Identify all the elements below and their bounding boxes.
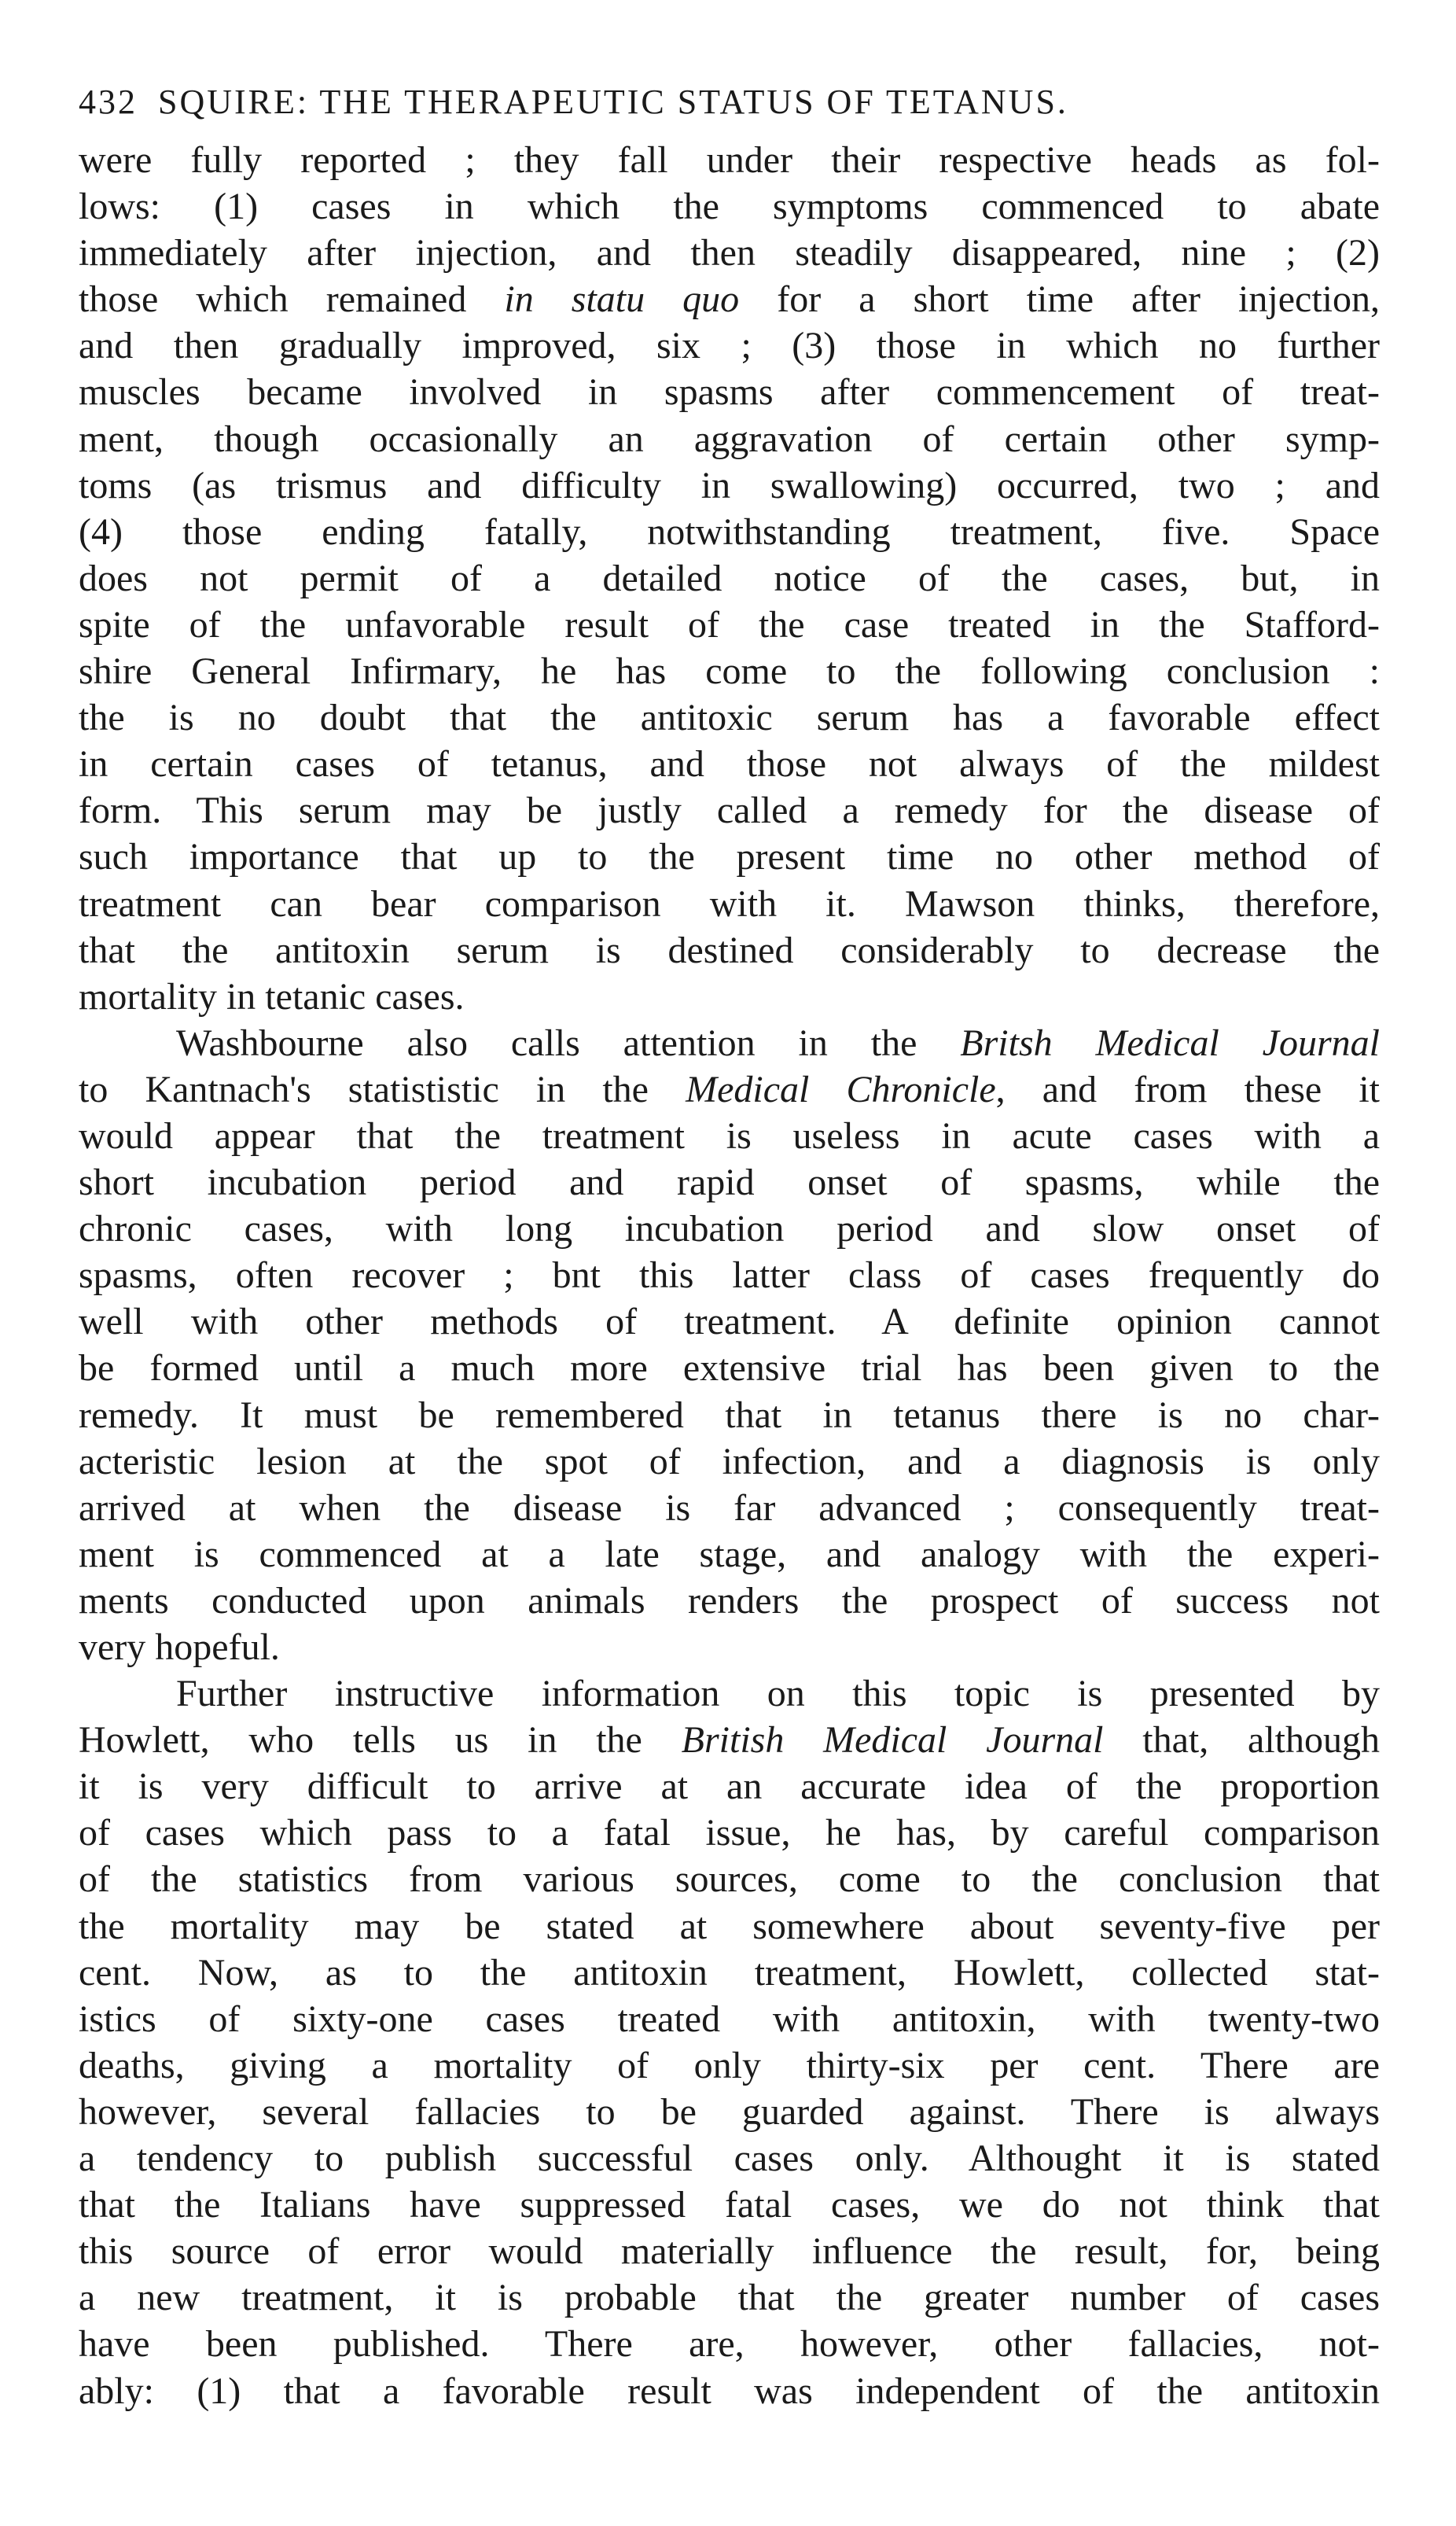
text-segment: toms (as trismus and difficulty in swallowing) occurred, two ; and <box>79 464 1380 506</box>
text-line <box>79 1298 1380 1345</box>
text-line <box>79 974 1380 1020</box>
text-line <box>79 322 1380 369</box>
text-line <box>79 787 1380 834</box>
text-segment: to Kantnach's statististic in the <box>79 1068 686 1110</box>
text-line <box>79 2135 1380 2182</box>
text-line <box>79 2042 1380 2089</box>
text-line <box>79 881 1380 927</box>
text-line <box>79 276 1380 322</box>
text-line <box>79 1252 1380 1298</box>
text-line <box>79 1113 1380 1159</box>
paragraph <box>79 137 1380 1020</box>
text-segment: well with other methods of treatment. A definite opinion cannot <box>79 1301 1380 1343</box>
running-title: SQUIRE: THE THERAPEUTIC STATUS OF TETANUS. <box>158 83 1068 121</box>
text-line <box>79 369 1380 415</box>
text-line <box>79 694 1380 741</box>
body-text <box>79 137 1380 2414</box>
text-line <box>79 1624 1380 1670</box>
text-segment: , and from these it <box>995 1068 1381 1110</box>
text-line <box>79 416 1380 462</box>
text-segment: (4) those ending fatally, notwithstanding treatment, five. Space <box>79 510 1380 553</box>
text-segment: chronic cases, with long incubation period and slow onset of <box>79 1208 1380 1250</box>
text-line <box>79 1717 1380 1763</box>
text-line <box>79 602 1380 648</box>
text-segment: spite of the unfavorable result of the case treated in the Stafford- <box>79 603 1380 646</box>
text-segment: treatment can bear comparison with it. Mawson thinks, therefore, <box>79 882 1380 925</box>
text-line <box>79 2089 1380 2135</box>
text-segment: a tendency to publish successful cases only. Althought it is stated <box>79 2138 1380 2180</box>
text-line <box>79 1392 1380 1438</box>
text-segment: of cases which pass to a fatal issue, he has, by careful comparison <box>79 1812 1380 1854</box>
text-segment: Howlett, who tells us in the <box>79 1719 682 1762</box>
text-segment: ably: (1) that a favorable result was independent of the antitoxin <box>79 2370 1380 2412</box>
text-segment: that the Italians have suppressed fatal cases, we do not think that <box>79 2184 1380 2226</box>
text-line <box>79 1020 1380 1066</box>
text-segment: in certain cases of tetanus, and those not always of the mildest <box>79 743 1380 786</box>
text-line <box>79 1159 1380 1206</box>
text-line <box>79 555 1380 602</box>
text-line <box>79 927 1380 974</box>
text-segment: it is very difficult to arrive at an accurate idea of the proportion <box>79 1766 1380 1808</box>
text-line <box>79 1345 1380 1391</box>
text-line <box>79 1996 1380 2042</box>
text-segment: that, although <box>1103 1719 1380 1762</box>
text-segment: Washbourne also calls attention in the <box>176 1022 961 1064</box>
text-segment: mortality in tetanic cases. <box>79 975 465 1018</box>
text-segment: that the antitoxin serum is destined considerably to decrease the <box>79 929 1380 971</box>
text-segment: the is no doubt that the antitoxic serum has a favorable effect <box>79 697 1380 739</box>
text-line <box>79 1810 1380 1856</box>
text-segment: istics of sixty-one cases treated with antitoxin, with twenty-two <box>79 1998 1380 2040</box>
text-line <box>79 2321 1380 2367</box>
text-segment: form. This serum may be justly called a remedy for the disease of <box>79 790 1380 832</box>
text-line <box>79 834 1380 880</box>
text-segment: deaths, giving a mortality of only thirty-six per cent. There are <box>79 2044 1380 2086</box>
text-segment: such importance that up to the present time no other method of <box>79 836 1380 878</box>
text-line <box>79 2228 1380 2274</box>
italic-text: British Medical Journal <box>681 1719 1104 1762</box>
text-line <box>79 2368 1380 2414</box>
text-segment: ments conducted upon animals renders the prospect of success not <box>79 1579 1380 1622</box>
text-segment: for a short time after injection, <box>739 278 1380 321</box>
text-segment: this source of error would materially influence the result, for, being <box>79 2230 1380 2273</box>
text-line <box>79 1485 1380 1531</box>
text-line <box>79 1066 1380 1113</box>
text-segment: cent. Now, as to the antitoxin treatment, Howlett, collected stat- <box>79 1951 1380 1994</box>
italic-text: Medical Chronicle <box>686 1068 996 1110</box>
text-segment: acteristic lesion at the spot of infection, and a diagnosis is only <box>79 1440 1380 1482</box>
text-segment: be formed until a much more extensive trial has been given to the <box>79 1347 1380 1390</box>
text-line <box>79 230 1380 276</box>
text-segment: would appear that the treatment is useless in acute cases with a <box>79 1114 1380 1157</box>
page-number: 432 <box>79 83 138 121</box>
text-segment: short incubation period and rapid onset of spasms, while the <box>79 1162 1380 1204</box>
text-segment: have been published. There are, however, other fallacies, not- <box>79 2323 1380 2366</box>
text-segment: however, several fallacies to be guarded against. There is always <box>79 2090 1380 2133</box>
text-segment: immediately after injection, and then steadily disappeared, nine ; (2) <box>79 232 1380 274</box>
text-segment: and then gradually improved, six ; (3) those in which no further <box>79 325 1380 367</box>
text-line <box>79 183 1380 230</box>
text-segment: very hopeful. <box>79 1626 280 1668</box>
text-segment: remedy. It must be remembered that in tetanus there is no char- <box>79 1394 1380 1436</box>
text-segment: those which remained <box>79 278 505 321</box>
text-line <box>79 741 1380 787</box>
text-line <box>79 2182 1380 2228</box>
text-segment: ment, though occasionally an aggravation of certain other symp- <box>79 418 1380 460</box>
paragraph <box>79 1670 1380 2414</box>
text-line <box>79 2274 1380 2321</box>
text-segment: spasms, often recover ; bnt this latter class of cases frequently do <box>79 1254 1380 1297</box>
text-line <box>79 1206 1380 1252</box>
text-segment: does not permit of a detailed notice of the cases, but, in <box>79 557 1380 599</box>
running-head <box>79 79 1380 126</box>
italic-text: Britsh Medical Journal <box>960 1022 1380 1064</box>
text-line <box>79 1578 1380 1624</box>
text-line <box>79 137 1380 183</box>
text-segment: muscles became involved in spasms after commencement of treat- <box>79 371 1380 414</box>
text-segment: Further instructive information on this topic is presented by <box>176 1673 1380 1715</box>
text-segment: the mortality may be stated at somewhere about seventy-five per <box>79 1905 1380 1947</box>
text-segment: arrived at when the disease is far advanced ; consequently treat- <box>79 1486 1380 1529</box>
paragraph <box>79 1020 1380 1670</box>
text-line <box>79 509 1380 555</box>
text-segment: ment is commenced at a late stage, and analogy with the experi- <box>79 1533 1380 1575</box>
text-line <box>79 648 1380 694</box>
text-line <box>79 1531 1380 1578</box>
text-line <box>79 1438 1380 1485</box>
text-line <box>79 1670 1380 1717</box>
text-segment: a new treatment, it is probable that the greater number of cases <box>79 2277 1380 2319</box>
italic-text: in statu quo <box>504 278 740 321</box>
text-line <box>79 1903 1380 1950</box>
text-segment: shire General Infirmary, he has come to the following conclusion : <box>79 650 1380 693</box>
text-segment: of the statistics from various sources, come to the conclusion that <box>79 1858 1380 1901</box>
text-line <box>79 1950 1380 1996</box>
page <box>79 79 1380 2414</box>
text-line <box>79 1763 1380 1810</box>
text-segment: were fully reported ; they fall under their respective heads as fol- <box>79 139 1380 181</box>
text-line <box>79 462 1380 509</box>
text-line <box>79 1856 1380 1902</box>
text-segment: lows: (1) cases in which the symptoms commenced to abate <box>79 186 1380 228</box>
